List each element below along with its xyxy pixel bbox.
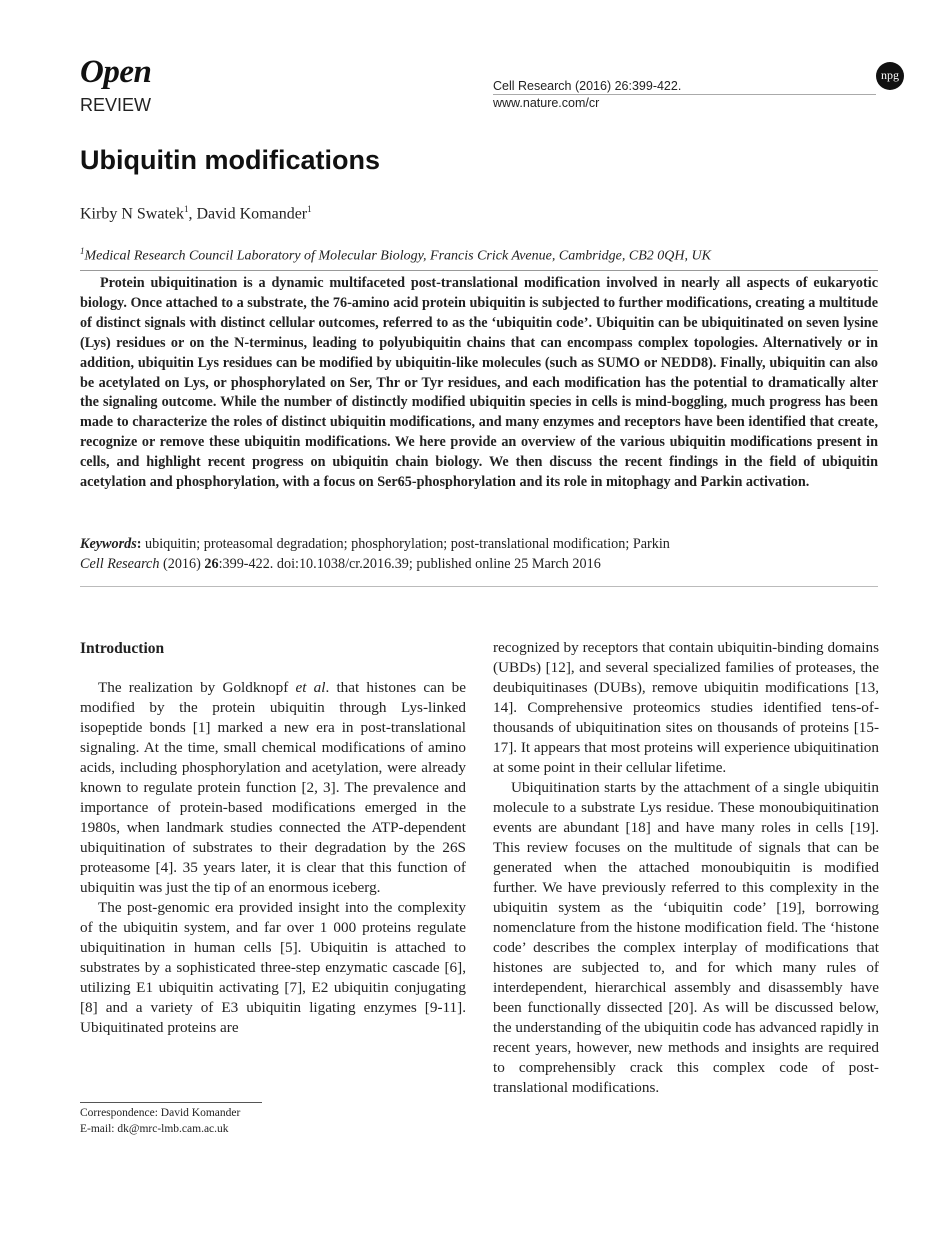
keywords-text: ubiquitin; proteasomal degradation; phosphorylation; post-translational modification; Parkin xyxy=(145,536,670,552)
citation-year: (2016) xyxy=(163,556,201,572)
body-column-left xyxy=(80,678,466,1038)
affiliation xyxy=(80,246,711,265)
abstract: Protein ubiquitination is a dynamic multifaceted post-translational modification involved in nearly all aspects of eukaryotic biology. Once attached to a substrate, the 76-amino acid protein ubiquitin is subjected to further modifications, creating a multitude of distinct signals with distinct cellular outcomes, referred to as the ‘ubiquitin code’. Ubiquitin can be ubiquitinated on seven lysine (Lys) residues or on the N-terminus, leading to polyubiquitin chains that can encompass complex topologies. Alternatively or in addition, ubiquitin Lys residues can be modified by ubiquitin-like molecules (such as SUMO or NEDD8). Finally, ubiquitin can also be acetylated on Lys, or phosphorylated on Ser, Thr or Tyr residues, and each modification has the potential to dramatically alter the signaling outcome. While the number of distinctly modified ubiquitin species in cells is mind-boggling, much progress has been made to characterize the roles of distinct ubiquitin modifications, and many enzymes and receptors have been identified that create, recognize or remove these ubiquitin modifications. We here provide an overview of the various ubiquitin modifications present in cells, and highlight recent progress on ubiquitin chain biology. We then discuss the recent findings in the field of ubiquitin acetylation and phosphorylation, with a focus on Ser65-phosphorylation and its role in mitophagy and Parkin activation. xyxy=(80,275,878,491)
footnote-rule xyxy=(80,1102,262,1103)
body-column-right xyxy=(493,638,879,1098)
keywords: Keywords: ubiquitin; proteasomal degradation; phosphorylation; post-translational modification; Parkin xyxy=(80,536,670,552)
affiliation-text: Medical Research Council Laboratory of Molecular Biology, Francis Crick Avenue, Cambridge, CB2 0QH, UK xyxy=(84,248,711,264)
open-access-label: Open xyxy=(80,54,152,90)
article-type-label: REVIEW xyxy=(80,95,152,115)
paragraph: Ubiquitination starts by the attachment of a single ubiquitin molecule to a substrate Lys residue. These monoubiquitination events are abundant [18] and have many roles in cells [19]. This review focuses on the multitude of signals that can be generated when the attached monoubiquitin is modified further. We have previously referred to this complexity in the ubiquitin system as the ‘ubiquitin code’ [19], borrowing nomenclature from the histone modification field. The ‘histone code’ describes the complex interplay of modifications that histones are subjected to, and for which many rules of interdependent, hierarchical assembly and disassembly have been functionally dissected [20]. As will be discussed below, the understanding of the ubiquitin code has advanced rapidly in recent years, however, new methods and insights are required to comprehensibly crack this complex code of post-translational modifications. xyxy=(493,779,879,1096)
header-divider xyxy=(493,94,876,95)
journal-url[interactable]: www.nature.com/cr xyxy=(493,96,600,110)
citation-details: :399-422. doi:10.1038/cr.2016.39; published online 25 March 2016 xyxy=(218,556,601,572)
article-citation xyxy=(80,554,601,574)
journal-info xyxy=(493,78,681,112)
npg-logo-icon: npg xyxy=(876,62,904,90)
article-title: Ubiquitin modifications xyxy=(80,145,380,175)
journal-citation: Cell Research (2016) 26:399-422. xyxy=(493,79,682,93)
paragraph: recognized by receptors that contain ubiquitin-binding domains (UBDs) [12], and several specialized families of proteases, the deubiquitinases (DUBs), remove ubiquitin modifications [13, 14]. Comprehensive proteomics studies identified tens-of-thousands of ubiquitination sites on thousands of proteins [15-17]. It appears that most proteins will experience ubiquitination at some point in their cellular lifetime. xyxy=(493,639,879,776)
author-affiliation-mark: 1 xyxy=(183,204,189,214)
section-heading: Introduction xyxy=(80,640,165,657)
affiliation-mark: 1 xyxy=(80,246,85,256)
abstract-bottom-rule xyxy=(80,586,878,587)
footnote xyxy=(80,1105,240,1137)
correspondence: Correspondence: David Komander xyxy=(80,1107,241,1119)
author-affiliation-mark: 1 xyxy=(307,204,312,214)
author-name: Kirby N Swatek xyxy=(80,205,184,223)
citation-journal: Cell Research xyxy=(80,556,160,572)
author-list: Kirby N Swatek$^1$, David Komander$^1$ xyxy=(80,204,312,223)
email-link[interactable]: E-mail: dk@mrc-lmb.cam.ac.uk xyxy=(80,1123,229,1135)
paragraph: The realization by Goldknopf et al. that histones can be modified by the protein ubiquitin through Lys-linked isopeptide bonds [1] marked a new era in post-translational signaling. At the time, small chemical modifications of amino acids, including phosphorylation and acetylation, were already known to regulate protein function [2, 3]. The prevalence and importance of protein-based modifications emerged in the 1980s, when landmark studies connected the ATP-dependent ubiquitination of substrates to their degradation by the 26S proteasome [4]. 35 years later, it is clear that this function of ubiquitin was just the tip of an enormous iceberg. xyxy=(80,679,466,896)
citation-volume: 26 xyxy=(204,556,219,572)
abstract-top-rule xyxy=(80,270,878,271)
paragraph: The post-genomic era provided insight into the complexity of the ubiquitin system, and far over 1 000 proteins regulate ubiquitination in human cells [5]. Ubiquitin is attached to substrates by a sophisticated three-step enzymatic cascade [6], utilizing E1 ubiquitin activating [7], E2 ubiquitin conjugating [8] and a variety of E3 ubiquitin ligating enzymes [9-11]. Ubiquitinated proteins are xyxy=(80,899,466,1036)
keywords-label: Keywords xyxy=(80,536,137,552)
author-name: David Komander xyxy=(196,205,308,223)
